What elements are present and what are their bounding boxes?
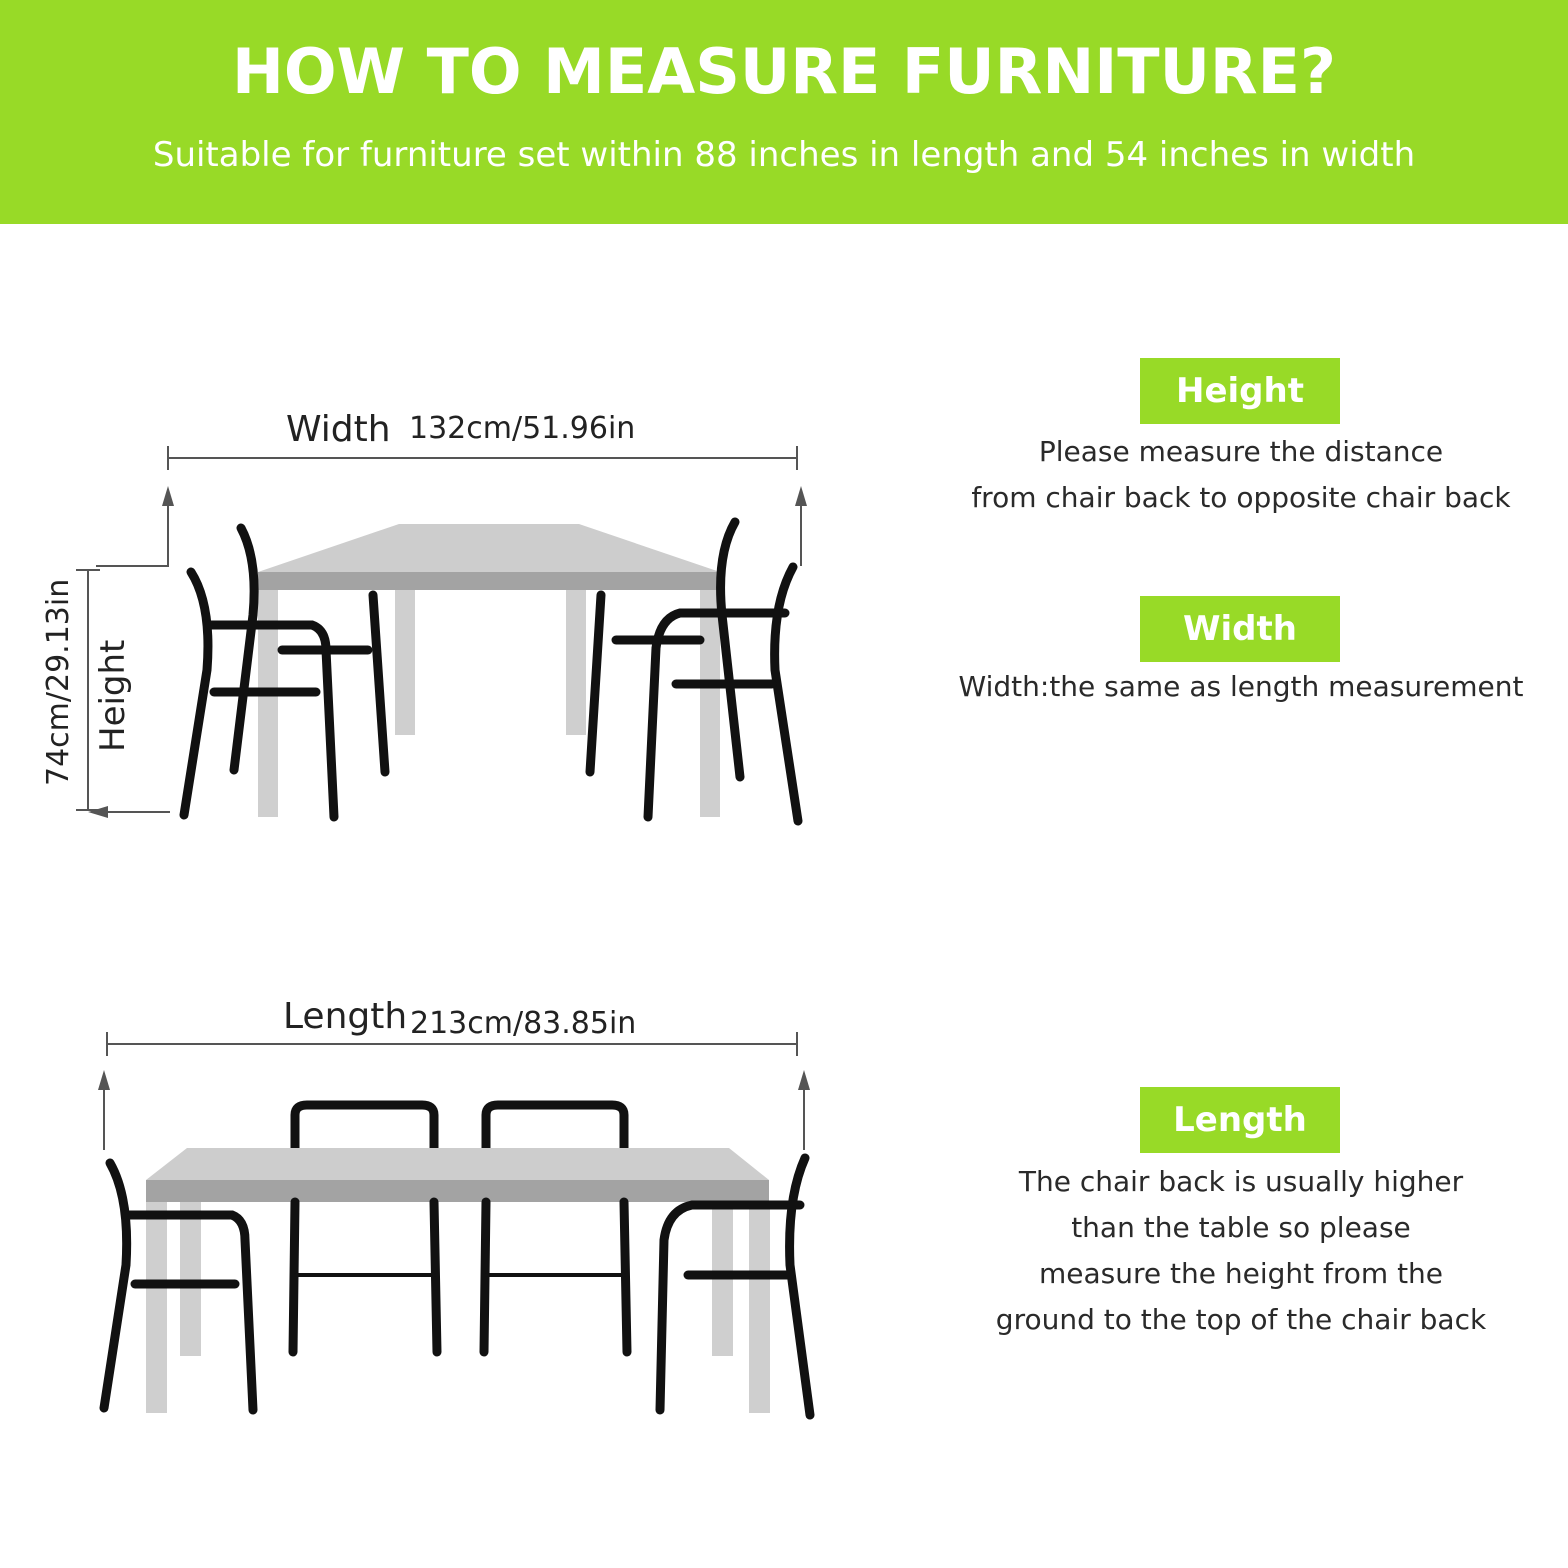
chair-middle-left (295, 1105, 434, 1148)
width-word-label: Width (286, 409, 391, 450)
description-line: from chair back to opposite chair back (971, 481, 1511, 514)
description-line: than the table so please (1071, 1211, 1411, 1244)
length-value-label: 213cm/83.85in (410, 1006, 637, 1041)
length-badge: Length (1140, 1087, 1340, 1153)
top-furniture-diagram (41, 409, 801, 821)
width-value-label: 132cm/51.96in (409, 411, 636, 446)
description-line: Please measure the distance (1038, 435, 1444, 468)
height-description (920, 429, 1562, 521)
chair-middle-right (486, 1105, 624, 1148)
width-badge: Width (1140, 596, 1340, 662)
bottom-furniture-diagram (104, 996, 810, 1415)
page-subtitle: Suitable for furniture set within 88 inches in length and 54 inches in width (152, 135, 1416, 175)
page-title: HOW TO MEASURE FURNITURE? (232, 35, 1336, 108)
height-value-label: 74cm/29.13in (41, 578, 76, 786)
description-line: measure the height from the (1038, 1257, 1444, 1290)
width-description (920, 664, 1562, 710)
description-line: Width:the same as length measurement (958, 670, 1524, 703)
height-badge: Height (1140, 358, 1340, 424)
description-line: The chair back is usually higher (1018, 1165, 1464, 1198)
dining-table-front (146, 1148, 770, 1413)
length-description (920, 1159, 1562, 1343)
chair-middle-right-legs (484, 1202, 627, 1352)
description-line: ground to the top of the chair back (995, 1303, 1487, 1336)
length-word-label: Length (283, 996, 408, 1037)
height-word-label: Height (93, 639, 133, 752)
length-dimension-line (104, 1032, 804, 1150)
chair-middle-left-legs (293, 1202, 437, 1352)
